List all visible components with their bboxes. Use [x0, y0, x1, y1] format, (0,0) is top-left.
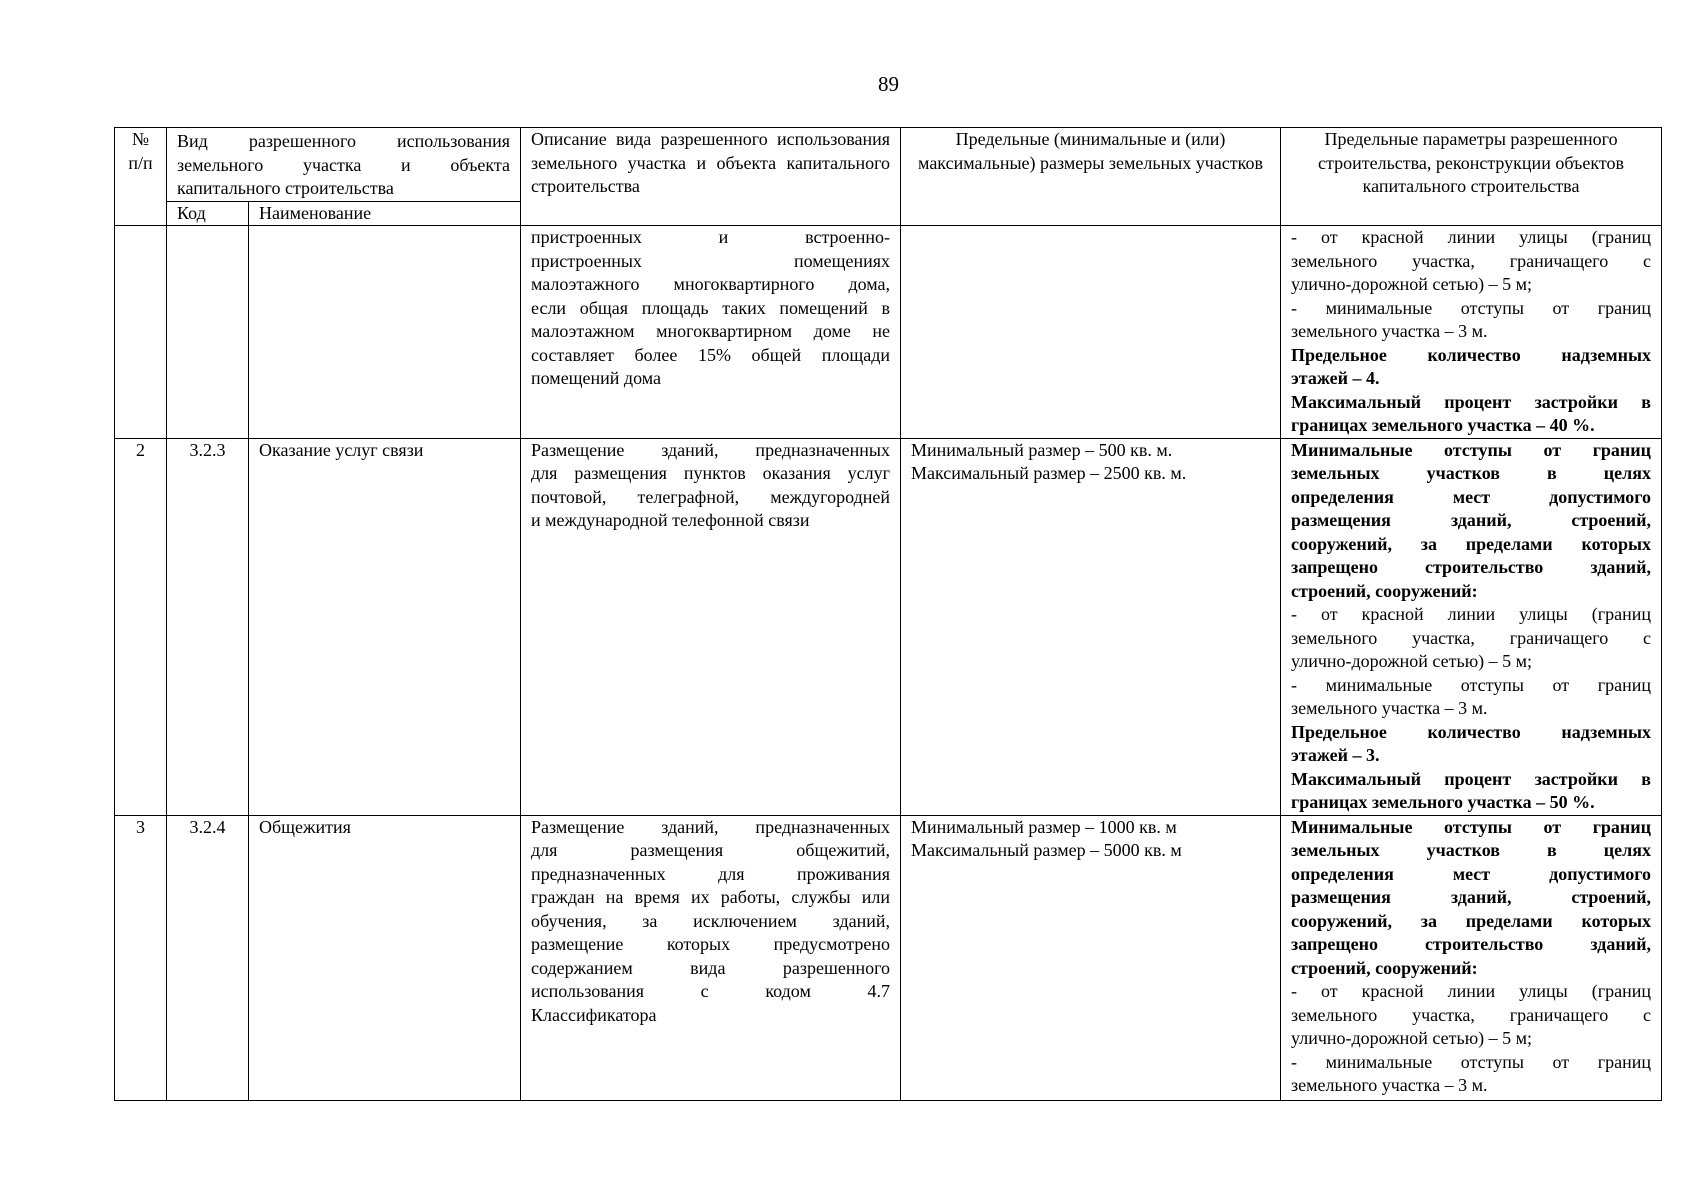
param-line: земельного участка – 3 м. — [1291, 321, 1488, 341]
param-line-bold: Предельное количество надземных — [1291, 721, 1652, 742]
cell-line: малоэтажного многоквартирного дома, — [531, 274, 891, 294]
param-line: улично-дорожной сетью) – 5 м; — [1291, 1028, 1533, 1048]
param-line-bold: запрещено строительство зданий, — [1291, 934, 1652, 954]
row-plot-sizes — [901, 226, 1281, 439]
row-number — [115, 226, 167, 439]
cell-line: для размещения пунктов оказания услуг — [531, 463, 891, 483]
cell-line: использования с кодом 4.7 — [531, 981, 891, 1001]
table-body — [115, 226, 1662, 1101]
param-line-bold: границах земельного участка – 40 %. — [1291, 415, 1595, 435]
param-line-bold: размещения зданий, строений, — [1291, 887, 1652, 907]
param-line-bold: Минимальные отступы от границ — [1291, 816, 1652, 837]
param-line: земельного участка – 3 м. — [1291, 1075, 1488, 1095]
param-line: - минимальные отступы от границ — [1291, 674, 1652, 695]
cell-line: Минимальный размер – 1000 кв. м — [911, 816, 1177, 837]
param-line-bold: Максимальный процент застройки в — [1291, 391, 1652, 412]
header-number-line-2: п/п — [128, 152, 153, 173]
cell-line: пристроенных и встроенно- — [531, 227, 891, 247]
param-line: земельного участка – 3 м. — [1291, 698, 1488, 718]
cell-line: Максимальный размер – 5000 кв. м — [911, 840, 1182, 860]
row-name: Общежития — [249, 815, 521, 1100]
cell-line: предназначенных для проживания — [531, 863, 891, 884]
table-row — [115, 226, 1662, 439]
param-line-bold: сооружений, за пределами которых — [1291, 910, 1652, 931]
row-construction-params — [1281, 815, 1662, 1100]
param-line: - от красной линии улицы (границ — [1291, 227, 1652, 247]
table-row — [115, 815, 1662, 1100]
param-line: - минимальные отступы от границ — [1291, 1051, 1652, 1072]
param-line-bold: сооружений, за пределами которых — [1291, 533, 1652, 554]
row-name: Оказание услуг связи — [249, 438, 521, 815]
param-line: улично-дорожной сетью) – 5 м; — [1291, 651, 1533, 671]
param-line-bold: этажей – 4. — [1291, 368, 1380, 388]
param-line-bold: земельных участков в целях — [1291, 463, 1652, 483]
param-line: - минимальные отступы от границ — [1291, 297, 1652, 318]
cell-line: размещение которых предусмотрено — [531, 934, 891, 954]
param-line: - от красной линии улицы (границ — [1291, 604, 1652, 624]
table-row — [115, 438, 1662, 815]
param-line: земельного участка, граничащего с — [1291, 627, 1652, 648]
cell-line: и международной телефонной связи — [531, 510, 810, 530]
param-line-bold: земельных участков в целях — [1291, 840, 1652, 860]
param-line-bold: этажей – 3. — [1291, 745, 1380, 765]
param-line-bold: границах земельного участка – 50 %. — [1291, 792, 1595, 812]
header-construction-params: Предельные параметры разрешенного строительства, реконструкции объектов капитального строительства — [1281, 128, 1662, 226]
row-construction-params — [1281, 438, 1662, 815]
row-construction-params — [1281, 226, 1662, 439]
row-description — [521, 226, 901, 439]
row-plot-sizes — [901, 815, 1281, 1100]
land-use-table — [114, 127, 1662, 1101]
header-number — [115, 128, 167, 226]
param-line-bold: Максимальный процент застройки в — [1291, 768, 1652, 789]
row-number: 3 — [115, 815, 167, 1100]
cell-line: содержанием вида разрешенного — [531, 957, 891, 978]
row-name — [249, 226, 521, 439]
cell-line: малоэтажном многоквартирном доме не — [531, 321, 891, 341]
header-plot-sizes: Предельные (минимальные и (или) максимальные) размеры земельных участков — [901, 128, 1281, 226]
cell-line: Классификатора — [531, 1004, 657, 1025]
param-line: - от красной линии улицы (границ — [1291, 981, 1652, 1001]
row-description — [521, 438, 901, 815]
param-line-bold: Предельное количество надземных — [1291, 344, 1652, 365]
param-line: улично-дорожной сетью) – 5 м; — [1291, 274, 1533, 294]
param-line: земельного участка, граничащего с — [1291, 1004, 1652, 1025]
param-line-bold: строений, сооружений: — [1291, 580, 1478, 601]
cell-line: граждан на время их работы, службы или — [531, 887, 891, 907]
param-line-bold: запрещено строительство зданий, — [1291, 557, 1652, 577]
cell-line: если общая площадь таких помещений в — [531, 297, 891, 318]
param-line-bold: определения мест допустимого — [1291, 863, 1652, 884]
page-number: 89 — [878, 72, 899, 96]
header-code: Код — [167, 201, 249, 226]
cell-line: составляет более 15% общей площади — [531, 344, 891, 365]
header-permitted-use-group: Вид разрешенного использования земельного участка и объекта капитального строительства — [167, 128, 521, 202]
row-code: 3.2.3 — [167, 438, 249, 815]
cell-line: почтовой, телеграфной, междугородней — [531, 486, 891, 507]
param-line-bold: размещения зданий, строений, — [1291, 510, 1652, 530]
cell-line: Размещение зданий, предназначенных — [531, 439, 891, 460]
cell-line: Размещение зданий, предназначенных — [531, 816, 891, 837]
row-description — [521, 815, 901, 1100]
header-description: Описание вида разрешенного использования земельного участка и объекта капитального строительства — [521, 128, 901, 226]
cell-line: пристроенных помещениях — [531, 250, 891, 271]
param-line-bold: строений, сооружений: — [1291, 957, 1478, 978]
param-line: земельного участка, граничащего с — [1291, 250, 1652, 271]
param-line-bold: Минимальные отступы от границ — [1291, 439, 1652, 460]
cell-line: помещений дома — [531, 368, 662, 388]
row-code — [167, 226, 249, 439]
cell-line: для размещения общежитий, — [531, 840, 891, 860]
row-plot-sizes — [901, 438, 1281, 815]
header-number-line-1: № — [131, 129, 150, 149]
cell-line: Минимальный размер – 500 кв. м. — [911, 439, 1173, 460]
cell-line: обучения, за исключением зданий, — [531, 910, 891, 931]
cell-line: Максимальный размер – 2500 кв. м. — [911, 463, 1187, 483]
header-name: Наименование — [249, 201, 521, 226]
row-code: 3.2.4 — [167, 815, 249, 1100]
param-line-bold: определения мест допустимого — [1291, 486, 1652, 507]
row-number: 2 — [115, 438, 167, 815]
